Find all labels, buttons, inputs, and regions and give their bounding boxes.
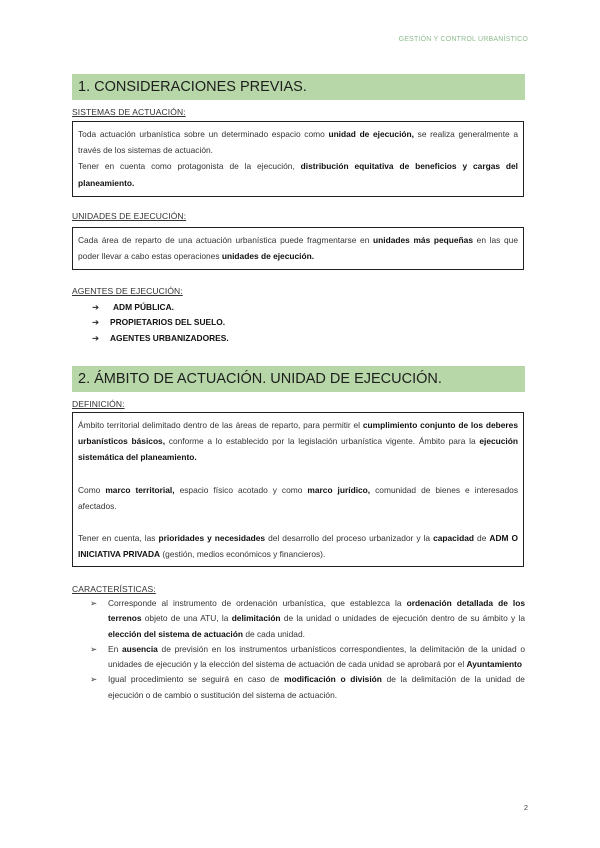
definicion-p3: Tener en cuenta, las prioridades y necesidades del desarrollo del proceso urbanizador y la capacidad de ADM O INICIATIVA PRIVADA (gestión, medios económicos y financieros). (78, 533, 518, 560)
page-header: GESTIÓN Y CONTROL URBANÍSTICO (398, 36, 528, 43)
unidades-label: UNIDADES DE EJECUCIÓN: (72, 211, 187, 221)
definicion-box (72, 412, 524, 567)
list-item: ➢ Corresponde al instrumento de ordenación urbanística, que establezca la ordenación detallada de los terrenos objeto de una ATU, la delimitación de la unidad o unidades de ejecución dentro de su ámbito y la elección del sistema de actuación de cada unidad. (90, 596, 525, 642)
definicion-p1: Ámbito territorial delimitado dentro de las áreas de reparto, para permitir el cumplimiento conjunto de los deberes urbanísticos básicos, conforme a lo establecido por la legislación urbanística vigente. Ámbito para la ejecución sistemática del planeamiento. (78, 420, 518, 463)
section-title-1: 1. CONSIDERACIONES PREVIAS. (72, 74, 525, 100)
caracteristicas-label: CARACTERÍSTICAS: (72, 584, 156, 594)
sistemas-box (72, 121, 524, 197)
arrow-icon: ➔ (92, 317, 100, 328)
agentes-label: AGENTES DE EJECUCIÓN: (72, 286, 183, 296)
definicion-p2: Como marco territorial, espacio físico acotado y como marco jurídico, comunidad de bienes e interesados afectados. (78, 484, 519, 511)
list-item: ➢ En ausencia de previsión en los instrumentos urbanísticos correspondientes, la delimitación de la unidad o unidades de ejecución y la elección del sistema de actuación de cada unidad se aprobará por el Ayuntamiento (90, 642, 525, 673)
list-item: ➢ Igual procedimiento se seguirá en caso de modificación o división de la delimitación de la unidad de ejecución o de cambio o sustitución del sistema de actuación. (90, 672, 525, 703)
bullet-arrow-icon: ➢ (90, 643, 98, 654)
list-item: ➔ ADM PÚBLICA. (92, 300, 229, 315)
caracteristicas-list (90, 596, 525, 703)
unidades-text: Cada área de reparto de una actuación urbanística puede fragmentarse en unidades más pequeñas en las que poder llevar a cabo estas operaciones unidades de ejecución. (78, 235, 518, 262)
list-item: ➔ AGENTES URBANIZADORES. (92, 331, 229, 346)
definicion-label: DEFINICIÓN: (72, 399, 125, 409)
bullet-arrow-icon: ➢ (90, 598, 98, 608)
list-item: ➔ PROPIETARIOS DEL SUELO. (92, 315, 229, 330)
agentes-list (92, 300, 229, 346)
section-title-2: 2. ÁMBITO DE ACTUACIÓN. UNIDAD DE EJECUCIÓN. (72, 366, 525, 392)
sistemas-text: Toda actuación urbanística sobre un determinado espacio como unidad de ejecución, se realiza generalmente a través de los sistemas de actuación. (78, 129, 519, 156)
page-number: 2 (523, 803, 528, 812)
sistemas-label: SISTEMAS DE ACTUACIÓN: (72, 107, 186, 117)
arrow-icon: ➔ (92, 302, 100, 312)
unidades-box (72, 227, 524, 270)
bullet-arrow-icon: ➢ (90, 674, 98, 685)
arrow-icon: ➔ (92, 332, 100, 343)
sistemas-text-2: Tener en cuenta como protagonista de la ejecución, distribución equitativa de beneficios y cargas del planeamiento. (78, 161, 518, 188)
